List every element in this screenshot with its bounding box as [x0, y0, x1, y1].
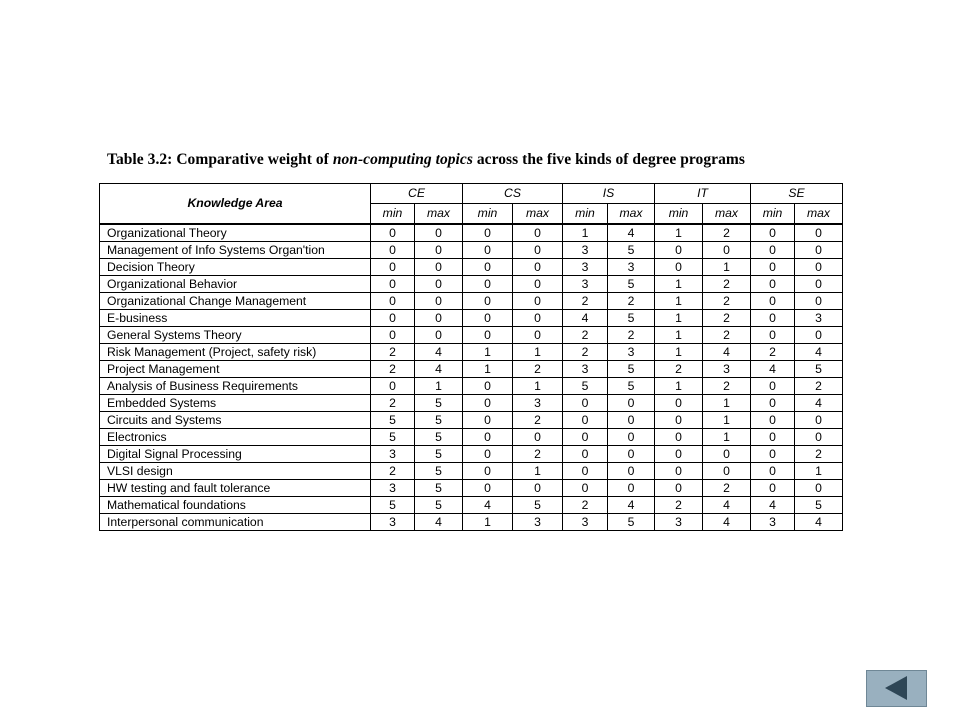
weight-cell: 4	[415, 344, 463, 361]
weight-cell: 4	[703, 497, 751, 514]
weight-cell: 1	[655, 293, 703, 310]
weight-cell: 0	[415, 259, 463, 276]
weight-cell: 3	[795, 310, 843, 327]
weight-cell: 1	[513, 378, 563, 395]
knowledge-area-cell: Circuits and Systems	[100, 412, 371, 429]
weight-cell: 0	[463, 276, 513, 293]
weight-cell: 5	[608, 276, 655, 293]
weight-cell: 2	[371, 395, 415, 412]
weight-cell: 2	[608, 293, 655, 310]
weight-cell: 3	[371, 480, 415, 497]
weight-cell: 5	[795, 497, 843, 514]
subheader-max-it: max	[703, 204, 751, 225]
weight-cell: 3	[563, 259, 608, 276]
knowledge-area-cell: Risk Management (Project, safety risk)	[100, 344, 371, 361]
subheader-max-is: max	[608, 204, 655, 225]
weight-cell: 4	[751, 497, 795, 514]
weight-cell: 1	[655, 378, 703, 395]
table-row	[100, 310, 843, 327]
weight-cell: 0	[415, 327, 463, 344]
weight-cell: 0	[751, 463, 795, 480]
weight-cell: 0	[608, 463, 655, 480]
table-row	[100, 259, 843, 276]
knowledge-area-cell: Embedded Systems	[100, 395, 371, 412]
weight-cell: 0	[513, 242, 563, 259]
header-row-programs	[100, 184, 843, 204]
weight-cell: 0	[655, 446, 703, 463]
weight-cell: 0	[513, 310, 563, 327]
weight-cell: 0	[751, 480, 795, 497]
weight-cell: 0	[751, 242, 795, 259]
table-row	[100, 224, 843, 242]
table-caption	[107, 151, 867, 169]
weight-cell: 5	[608, 310, 655, 327]
triangle-left-icon	[885, 676, 907, 700]
program-header-se: SE	[751, 184, 843, 204]
weight-cell: 2	[703, 327, 751, 344]
weight-cell: 4	[703, 344, 751, 361]
weight-cell: 5	[415, 480, 463, 497]
program-header-ce: CE	[371, 184, 463, 204]
weight-cell: 0	[751, 259, 795, 276]
weight-cell: 1	[655, 327, 703, 344]
weight-cell: 2	[703, 293, 751, 310]
weight-cell: 1	[463, 361, 513, 378]
table-row	[100, 514, 843, 531]
weight-cell: 0	[371, 378, 415, 395]
weight-cell: 0	[463, 429, 513, 446]
weight-cell: 0	[703, 242, 751, 259]
weight-cell: 0	[371, 276, 415, 293]
weight-cell: 3	[371, 446, 415, 463]
weight-cell: 5	[608, 514, 655, 531]
weight-cell: 4	[563, 310, 608, 327]
weight-cell: 0	[513, 429, 563, 446]
weight-cell: 0	[655, 242, 703, 259]
weight-cell: 0	[795, 480, 843, 497]
weight-cell: 3	[513, 395, 563, 412]
weight-cell: 1	[513, 463, 563, 480]
weight-cell: 0	[415, 242, 463, 259]
weight-cell: 0	[563, 463, 608, 480]
caption-label: Table 3.2:	[107, 151, 173, 168]
weight-cell: 0	[463, 463, 513, 480]
weight-cell: 1	[463, 344, 513, 361]
weight-cell: 0	[513, 480, 563, 497]
weight-cell: 0	[463, 395, 513, 412]
caption-text-post: across the five kinds of degree programs	[472, 151, 745, 168]
weight-cell: 0	[751, 327, 795, 344]
weight-cell: 0	[513, 224, 563, 242]
knowledge-area-cell: Analysis of Business Requirements	[100, 378, 371, 395]
knowledge-area-cell: Project Management	[100, 361, 371, 378]
weight-cell: 2	[655, 497, 703, 514]
table-row	[100, 497, 843, 514]
weight-cell: 4	[415, 514, 463, 531]
weight-cell: 0	[563, 446, 608, 463]
weight-cell: 2	[513, 412, 563, 429]
weight-cell: 3	[563, 514, 608, 531]
weight-cell: 0	[371, 259, 415, 276]
weight-cell: 0	[463, 412, 513, 429]
weight-cell: 1	[513, 344, 563, 361]
weight-cell: 3	[371, 514, 415, 531]
weight-cell: 0	[655, 463, 703, 480]
weight-cell: 1	[655, 276, 703, 293]
weight-cell: 0	[563, 412, 608, 429]
weight-cell: 2	[703, 310, 751, 327]
weight-cell: 0	[463, 327, 513, 344]
table-row	[100, 412, 843, 429]
weight-cell: 0	[463, 293, 513, 310]
knowledge-area-cell: Management of Info Systems Organ'tion	[100, 242, 371, 259]
weight-cell: 4	[463, 497, 513, 514]
table-row	[100, 276, 843, 293]
weight-cell: 3	[513, 514, 563, 531]
weight-cell: 0	[371, 242, 415, 259]
table-row	[100, 446, 843, 463]
weight-cell: 0	[608, 429, 655, 446]
weight-cell: 5	[563, 378, 608, 395]
weight-cell: 0	[655, 412, 703, 429]
knowledge-area-cell: Mathematical foundations	[100, 497, 371, 514]
weight-cell: 0	[371, 224, 415, 242]
weight-cell: 0	[371, 327, 415, 344]
weight-cell: 0	[795, 429, 843, 446]
weight-cell: 2	[513, 361, 563, 378]
weight-cell: 0	[751, 276, 795, 293]
weight-cell: 0	[751, 395, 795, 412]
weight-cell: 2	[795, 446, 843, 463]
subheader-max-ce: max	[415, 204, 463, 225]
weight-cell: 0	[608, 480, 655, 497]
weight-cell: 2	[371, 361, 415, 378]
weight-cell: 0	[513, 293, 563, 310]
weight-cell: 1	[795, 463, 843, 480]
weight-cell: 0	[415, 310, 463, 327]
weight-cell: 5	[415, 463, 463, 480]
weight-cell: 0	[795, 276, 843, 293]
table-row	[100, 361, 843, 378]
weight-cell: 0	[751, 224, 795, 242]
weight-cell: 0	[463, 242, 513, 259]
weight-cell: 2	[703, 480, 751, 497]
program-header-is: IS	[563, 184, 655, 204]
weight-cell: 5	[608, 378, 655, 395]
weights-table	[99, 183, 843, 531]
weight-cell: 0	[608, 412, 655, 429]
subheader-max-cs: max	[513, 204, 563, 225]
table-row	[100, 378, 843, 395]
table-body	[100, 224, 843, 531]
subheader-min-it: min	[655, 204, 703, 225]
weight-cell: 1	[415, 378, 463, 395]
weight-cell: 0	[795, 242, 843, 259]
table-row	[100, 429, 843, 446]
weight-cell: 0	[795, 293, 843, 310]
table-row	[100, 344, 843, 361]
weight-cell: 0	[795, 259, 843, 276]
weight-cell: 0	[795, 412, 843, 429]
program-header-it: IT	[655, 184, 751, 204]
weight-cell: 2	[371, 463, 415, 480]
weight-cell: 0	[563, 395, 608, 412]
weight-cell: 5	[608, 242, 655, 259]
knowledge-area-cell: Digital Signal Processing	[100, 446, 371, 463]
weight-cell: 3	[608, 344, 655, 361]
weight-cell: 0	[415, 276, 463, 293]
table-row	[100, 327, 843, 344]
knowledge-area-cell: General Systems Theory	[100, 327, 371, 344]
weight-cell: 0	[563, 429, 608, 446]
weight-cell: 4	[795, 514, 843, 531]
weight-cell: 0	[463, 378, 513, 395]
weight-cell: 5	[371, 412, 415, 429]
weight-cell: 0	[655, 395, 703, 412]
back-button[interactable]	[866, 670, 927, 707]
weight-cell: 3	[563, 361, 608, 378]
weight-cell: 3	[608, 259, 655, 276]
weight-cell: 0	[655, 259, 703, 276]
weight-cell: 5	[371, 497, 415, 514]
weight-cell: 2	[563, 497, 608, 514]
weight-cell: 0	[703, 446, 751, 463]
weight-cell: 4	[703, 514, 751, 531]
weight-cell: 3	[703, 361, 751, 378]
subheader-min-ce: min	[371, 204, 415, 225]
weight-cell: 4	[795, 395, 843, 412]
weight-cell: 2	[563, 327, 608, 344]
table-row	[100, 395, 843, 412]
weight-cell: 0	[463, 310, 513, 327]
weight-cell: 2	[795, 378, 843, 395]
weight-cell: 0	[703, 463, 751, 480]
weight-cell: 0	[513, 327, 563, 344]
weight-cell: 3	[563, 242, 608, 259]
weight-cell: 0	[371, 310, 415, 327]
weight-cell: 0	[751, 310, 795, 327]
knowledge-area-cell: Organizational Change Management	[100, 293, 371, 310]
weight-cell: 1	[655, 224, 703, 242]
weight-cell: 2	[703, 378, 751, 395]
table-row	[100, 242, 843, 259]
weight-cell: 5	[371, 429, 415, 446]
weight-cell: 0	[751, 429, 795, 446]
weight-cell: 0	[655, 429, 703, 446]
weight-cell: 0	[371, 293, 415, 310]
weight-cell: 3	[655, 514, 703, 531]
subheader-max-se: max	[795, 204, 843, 225]
weight-cell: 2	[751, 344, 795, 361]
weight-cell: 0	[463, 259, 513, 276]
weight-cell: 2	[371, 344, 415, 361]
table-row	[100, 293, 843, 310]
weight-cell: 0	[751, 378, 795, 395]
weight-cell: 5	[795, 361, 843, 378]
weight-cell: 0	[795, 224, 843, 242]
program-header-cs: CS	[463, 184, 563, 204]
weight-cell: 0	[608, 446, 655, 463]
weight-cell: 1	[463, 514, 513, 531]
knowledge-area-cell: E-business	[100, 310, 371, 327]
weight-cell: 0	[415, 224, 463, 242]
weight-cell: 4	[751, 361, 795, 378]
weight-cell: 2	[655, 361, 703, 378]
weight-cell: 0	[751, 446, 795, 463]
weight-cell: 0	[463, 446, 513, 463]
weight-cell: 5	[513, 497, 563, 514]
weight-cell: 4	[795, 344, 843, 361]
weight-cell: 5	[415, 412, 463, 429]
knowledge-area-cell: Organizational Theory	[100, 224, 371, 242]
weight-cell: 5	[608, 361, 655, 378]
weight-cell: 0	[463, 480, 513, 497]
weight-cell: 1	[703, 429, 751, 446]
weight-cell: 0	[513, 259, 563, 276]
table-row	[100, 463, 843, 480]
weight-cell: 0	[463, 224, 513, 242]
weight-cell: 2	[513, 446, 563, 463]
weight-cell: 2	[563, 293, 608, 310]
table-row	[100, 480, 843, 497]
weight-cell: 3	[563, 276, 608, 293]
knowledge-area-cell: Electronics	[100, 429, 371, 446]
knowledge-area-cell: Organizational Behavior	[100, 276, 371, 293]
weight-cell: 5	[415, 395, 463, 412]
knowledge-area-cell: VLSI design	[100, 463, 371, 480]
weight-cell: 3	[751, 514, 795, 531]
weight-cell: 1	[563, 224, 608, 242]
caption-emphasis: non-computing topics	[332, 151, 473, 168]
weight-cell: 1	[655, 310, 703, 327]
weight-cell: 2	[608, 327, 655, 344]
weight-cell: 2	[703, 276, 751, 293]
knowledge-area-cell: HW testing and fault tolerance	[100, 480, 371, 497]
weight-cell: 0	[751, 293, 795, 310]
weight-cell: 1	[655, 344, 703, 361]
subheader-min-se: min	[751, 204, 795, 225]
weight-cell: 0	[795, 327, 843, 344]
weight-cell: 0	[608, 395, 655, 412]
weight-cell: 5	[415, 497, 463, 514]
weight-cell: 5	[415, 429, 463, 446]
knowledge-area-cell: Interpersonal communication	[100, 514, 371, 531]
weight-cell: 0	[751, 412, 795, 429]
subheader-min-cs: min	[463, 204, 513, 225]
weight-cell: 4	[415, 361, 463, 378]
weight-cell: 2	[563, 344, 608, 361]
weight-cell: 4	[608, 497, 655, 514]
knowledge-area-header: Knowledge Area	[100, 184, 371, 225]
weight-cell: 1	[703, 259, 751, 276]
weight-cell: 1	[703, 412, 751, 429]
subheader-min-is: min	[563, 204, 608, 225]
weight-cell: 0	[513, 276, 563, 293]
weight-cell: 1	[703, 395, 751, 412]
weight-cell: 0	[563, 480, 608, 497]
weight-cell: 0	[415, 293, 463, 310]
knowledge-area-cell: Decision Theory	[100, 259, 371, 276]
weight-cell: 2	[703, 224, 751, 242]
caption-text-pre: Comparative weight of	[172, 151, 333, 168]
weight-cell: 4	[608, 224, 655, 242]
weight-cell: 0	[655, 480, 703, 497]
weight-cell: 5	[415, 446, 463, 463]
